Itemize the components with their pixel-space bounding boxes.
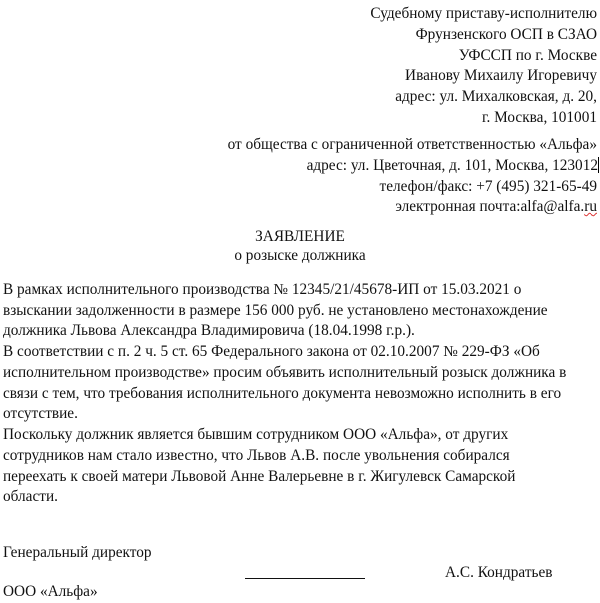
body-line: переехать к своей матери Львовой Анне Валерьевне в г. Жигулевск Самарской [3,468,516,485]
signature-position: Генеральный директор [3,544,152,561]
signature-line [245,578,365,579]
sender-email-text: электронная почта:alfa@alfa. [395,198,585,215]
body-line: В рамках исполнительного производства № 12345/21/45678-ИП от 15.03.2021 о [3,281,522,298]
recipient-line: УФССП по г. Москве [458,47,597,64]
document-subtitle: о розыске должника [234,247,366,264]
body-line: отсутствие. [3,405,78,422]
signature-company: ООО «Альфа» [3,583,98,600]
spellcheck-underline: ru [584,198,597,215]
signature-name: А.С. Кондратьев [445,564,553,581]
document-title: ЗАЯВЛЕНИЕ [255,228,345,245]
recipient-line: Иванову Михаилу Игоревичу [405,67,597,84]
sender-phone: телефон/факс: +7 (495) 321-65-49 [379,178,597,195]
sender-from: от общества с ограниченной ответственностью «Альфа» [227,136,597,153]
sender-email [395,197,597,217]
body-line: связи с тем, что требования исполнительного документа невозможно исполнить в его [3,385,562,402]
body-line: взыскании задолженности в размере 156 000 руб. не установлено местонахождение [3,302,548,319]
body-line: сотрудников нам стало известно, что Львов А.В. после увольнения собирался [3,447,510,464]
body-line: должника Львова Александра Владимировича (18.04.1998 г.р.). [3,322,415,339]
recipient-line: г. Москва, 101001 [481,109,597,126]
body-line: исполнительном производстве» просим объявить исполнительный розыск должника в [3,364,567,381]
sender-address-text: адрес: ул. Цветочная, д. 101, Москва, 123012 [306,157,598,174]
recipient-line: адрес: ул. Михалковская, д. 20, [395,88,597,105]
body-line: области. [3,488,58,505]
body-line: В соответствии с п. 2 ч. 5 ст. 65 Федерального закона от 02.10.2007 № 229-ФЗ «Об [3,343,540,360]
text-cursor [598,157,599,173]
body-line: Поскольку должник является бывшим сотрудником ООО «Альфа», от других [3,426,509,443]
recipient-line: Фрунзенского ОСП в СЗАО [415,26,597,43]
recipient-line: Судебному приставу-исполнителю [370,5,597,22]
sender-address [307,156,599,176]
